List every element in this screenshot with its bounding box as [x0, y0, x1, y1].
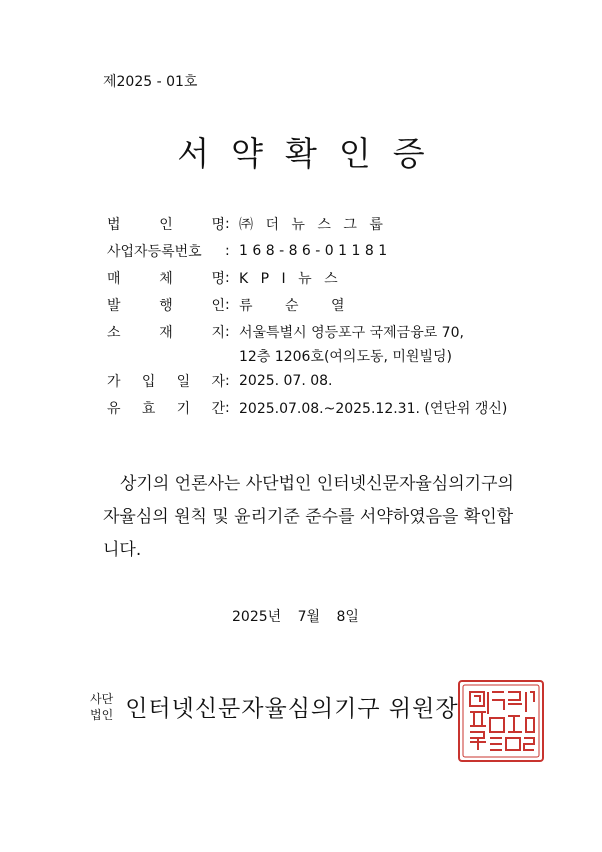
- info-label: 법 인 명: [107, 216, 225, 233]
- document-title: 서약확인증: [177, 134, 447, 173]
- info-value: 2025.07.08.~2025.12.31. (연단위 갱신): [239, 400, 508, 417]
- info-label: 가 입 일 자: [107, 373, 225, 390]
- pledge-statement: 상기의 언론사는 사단법인 인터넷신문자율심의기구의 자율심의 원칙 및 윤리기준 준수를 서약하였음을 확인합니다.: [103, 474, 514, 560]
- info-value: ㈜ 더 뉴 스 그 룹: [239, 216, 387, 233]
- info-value: K P I 뉴 스: [239, 270, 342, 287]
- info-value: 류 순 열: [239, 297, 359, 314]
- info-row-join-date: 가 입 일 자 : 2025. 07. 08.: [107, 372, 333, 390]
- info-label: 발 행 인: [107, 297, 225, 314]
- corp-type-label: 사단 법인: [90, 691, 114, 722]
- info-label: 소 재 지: [107, 324, 225, 341]
- document-number: 제2025 - 01호: [103, 74, 198, 90]
- info-row-corp-name: 법 인 명 : ㈜ 더 뉴 스 그 룹: [107, 215, 387, 233]
- info-row-address: 소 재 지 : 서울특별시 영등포구 국제금융로 70,: [107, 323, 464, 341]
- info-row-validity: 유 효 기 간 : 2025.07.08.~2025.12.31. (연단위 갱신): [107, 399, 508, 417]
- signature-block: [90, 690, 459, 723]
- info-label: 사업자등록번호: [107, 243, 202, 260]
- info-value: 2025. 07. 08.: [239, 372, 333, 389]
- info-label: 매 체 명: [107, 270, 225, 287]
- info-label: 유 효 기 간: [107, 400, 225, 417]
- info-value: 1 6 8 - 8 6 - 0 1 1 8 1: [239, 242, 388, 259]
- address-line-2: 12층 1206호(여의도동, 미원빌딩): [239, 349, 452, 365]
- info-row-publisher: 발 행 인 : 류 순 열: [107, 296, 359, 314]
- info-value: 서울특별시 영등포구 국제금융로 70,: [239, 324, 464, 341]
- issue-date: 2025년 7월 8일: [232, 609, 359, 625]
- info-row-media-name: 매 체 명 : K P I 뉴 스: [107, 269, 342, 287]
- organization-name: 인터넷신문자율심의기구 위원장: [125, 696, 459, 722]
- official-seal-icon: [456, 678, 546, 764]
- info-table: [107, 210, 507, 421]
- info-row-business-number: 사업자등록번호 : 1 6 8 - 8 6 - 0 1 1 8 1: [107, 242, 388, 260]
